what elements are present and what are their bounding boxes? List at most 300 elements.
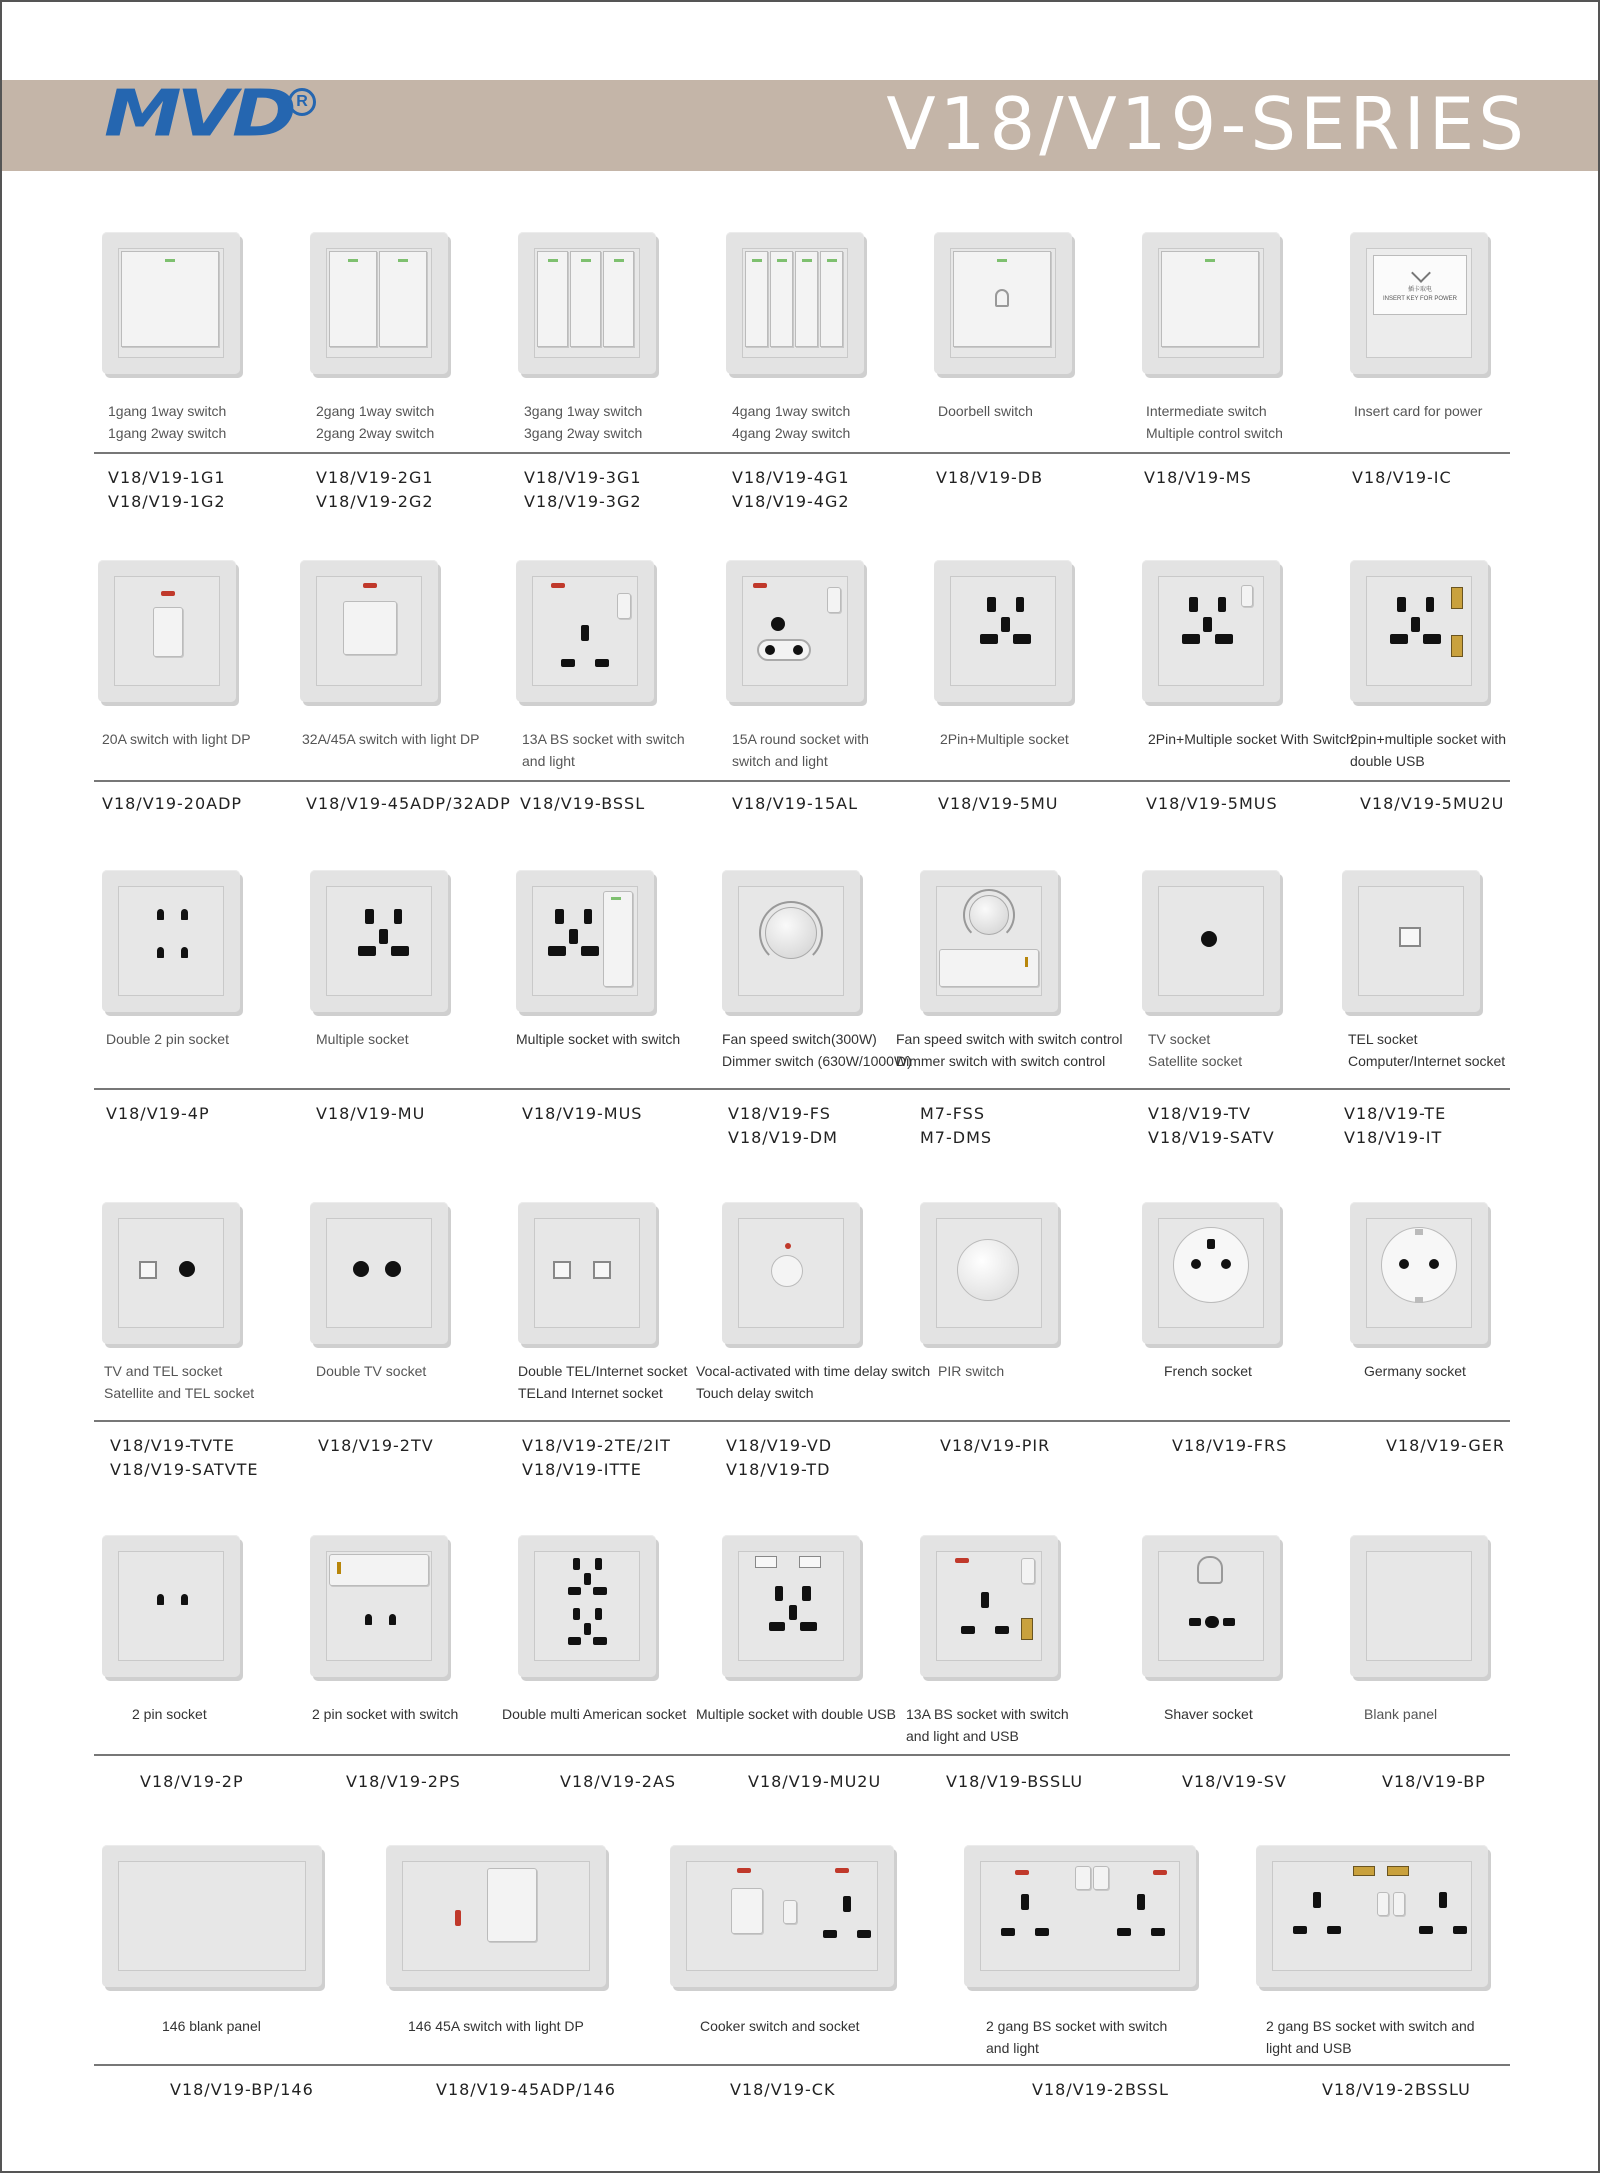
product-model <box>730 2078 835 2102</box>
pin-hole <box>1423 634 1441 644</box>
brand-logo: MVD <box>104 77 292 151</box>
description-line: and light <box>522 753 575 769</box>
description-line: Double TEL/Internet socket <box>518 1363 688 1379</box>
model-code: V18/V19-PIR <box>940 1436 1051 1455</box>
description-line: 2 pin socket with switch <box>312 1706 459 1722</box>
product-model <box>1144 466 1252 490</box>
product-description <box>1348 1028 1505 1072</box>
model-code: V18/V19-2PS <box>346 1772 461 1791</box>
rocker-button <box>820 251 843 347</box>
indicator-light <box>398 259 408 262</box>
description-line: 2gang 2way switch <box>316 425 435 441</box>
double-tel-socket-icon <box>534 1218 640 1328</box>
product-image <box>386 1845 606 1987</box>
product-model <box>110 1434 259 1482</box>
product-image <box>722 1202 860 1344</box>
product-image <box>920 1535 1058 1677</box>
description-line: TEL socket <box>1348 1031 1418 1047</box>
pin-hole <box>1426 597 1435 612</box>
rocker-button <box>537 251 568 347</box>
live-pin-hole <box>823 1930 837 1938</box>
indicator-light <box>997 259 1007 262</box>
usb-port <box>1387 1866 1409 1876</box>
model-code: V18/V19-IT <box>1344 1128 1443 1147</box>
description-line: Fan speed switch with switch control <box>896 1031 1123 1047</box>
product-image <box>518 232 656 374</box>
rocker-button <box>770 251 793 347</box>
neutral-pin-hole <box>1035 1928 1049 1936</box>
product-image <box>516 560 654 702</box>
description-line: 1gang 1way switch <box>108 403 227 419</box>
product-model <box>1148 1102 1275 1150</box>
pin-hole <box>568 1637 582 1645</box>
doorbell-switch-icon <box>950 248 1056 358</box>
card-slot <box>1373 255 1467 315</box>
indicator-light <box>548 259 558 262</box>
tel-socket-icon <box>1358 886 1464 996</box>
pin-hole <box>568 1587 582 1595</box>
rocker-button <box>570 251 601 347</box>
pin-hole <box>593 1637 607 1645</box>
pin-hole <box>569 929 578 944</box>
product-model <box>1172 1434 1287 1458</box>
pin-hole <box>365 1614 372 1625</box>
model-code: V18/V19-4G1 <box>732 468 850 487</box>
model-code: V18/V19-SATVTE <box>110 1460 259 1479</box>
product-model <box>522 1102 642 1126</box>
2gang-bs-socket-icon <box>980 1861 1180 1971</box>
product-image <box>518 1535 656 1677</box>
tel-port <box>1399 927 1421 947</box>
description-line: 20A switch with light DP <box>102 731 251 747</box>
model-code: V18/V19-DM <box>728 1128 838 1147</box>
product-description <box>896 1028 1122 1072</box>
product-model <box>936 466 1043 490</box>
product-model <box>108 466 226 514</box>
model-code: V18/V19-DB <box>936 468 1044 487</box>
small-switch <box>731 1888 763 1934</box>
product-image <box>1142 560 1280 702</box>
pin-hole <box>573 1608 580 1620</box>
tv-port <box>353 1261 369 1277</box>
model-code: V18/V19-MU2U <box>748 1772 882 1791</box>
product-model <box>1382 1770 1486 1794</box>
product-image <box>310 870 448 1012</box>
product-description <box>696 1703 896 1725</box>
45a-switch-icon <box>316 576 422 686</box>
pin-hole <box>1191 1259 1201 1269</box>
earth-pin-hole <box>843 1896 851 1912</box>
model-code: V18/V19-SV <box>1182 1772 1287 1791</box>
earth-pin-hole <box>581 625 589 641</box>
indicator-light <box>455 1910 461 1926</box>
pin-hole <box>1399 1259 1409 1269</box>
product-description <box>1354 400 1482 422</box>
tv-port <box>1201 931 1217 947</box>
model-code: V18/V19-2AS <box>560 1772 677 1791</box>
product-image <box>726 232 864 374</box>
description-line: Multiple socket with double USB <box>696 1706 896 1722</box>
pin-hole <box>769 1622 786 1631</box>
product-model <box>346 1770 461 1794</box>
product-model <box>946 1770 1083 1794</box>
usb-port <box>1353 1866 1375 1876</box>
model-code: V18/V19-MU <box>316 1104 426 1123</box>
product-description <box>502 1703 686 1725</box>
description-line: 13A BS socket with switch <box>906 1706 1069 1722</box>
product-model <box>1322 2078 1471 2102</box>
description-line: 15A round socket with <box>732 731 869 747</box>
pin-hole <box>800 1622 817 1631</box>
description-line: switch and light <box>732 753 828 769</box>
product-model <box>560 1770 676 1794</box>
product-image <box>722 870 860 1012</box>
series-title: V18/V19-SERIES <box>886 82 1528 166</box>
three-gang-switch-icon <box>534 248 640 358</box>
earth-pin-hole <box>1021 1894 1029 1910</box>
multi-socket-switch-icon <box>1158 576 1264 686</box>
pin-hole <box>157 1594 164 1605</box>
description-line: Fan speed switch(300W) <box>722 1031 877 1047</box>
product-model <box>1386 1434 1505 1458</box>
description-line: Satellite socket <box>1148 1053 1243 1069</box>
earth-pin-hole <box>1137 1894 1145 1910</box>
dial-scale <box>759 901 823 965</box>
usb-port <box>755 1556 777 1568</box>
description-line: TV socket <box>1148 1031 1211 1047</box>
product-description <box>1164 1703 1253 1725</box>
description-line: 3gang 2way switch <box>524 425 643 441</box>
product-image <box>964 1845 1196 1987</box>
earth-pin <box>1207 1239 1215 1249</box>
pin-hole <box>379 929 388 944</box>
model-code: V18/V19-1G2 <box>108 492 226 511</box>
model-code: V18/V19-BP <box>1382 1772 1486 1791</box>
indicator-light <box>752 259 762 262</box>
indicator-light <box>827 259 837 262</box>
model-code: V18/V19-TV <box>1148 1104 1252 1123</box>
multiple-socket-usb-icon <box>738 1551 844 1661</box>
model-code: V18/V19-VD <box>726 1436 833 1455</box>
model-code: V18/V19-MUS <box>522 1104 643 1123</box>
product-description <box>940 728 1069 750</box>
small-switch <box>1393 1892 1405 1916</box>
model-code: V18/V19-3G2 <box>524 492 642 511</box>
model-code: V18/V19-2TV <box>318 1436 434 1455</box>
pin-hole <box>548 946 566 956</box>
product-model <box>732 792 858 816</box>
product-description <box>1364 1360 1466 1382</box>
description-line: double USB <box>1350 753 1425 769</box>
pin-hole <box>157 947 164 958</box>
pin-hole <box>1221 1259 1231 1269</box>
tv-tel-socket-icon <box>118 1218 224 1328</box>
product-model <box>920 1102 992 1150</box>
model-code: V18/V19-4G2 <box>732 492 850 511</box>
description-line: Multiple control switch <box>1146 425 1283 441</box>
product-image <box>102 1535 240 1677</box>
fan-dimmer-icon <box>738 886 844 996</box>
earth-pin-hole <box>1313 1892 1321 1908</box>
bs-socket-usb-icon <box>936 1551 1042 1661</box>
rocker-button <box>379 251 427 347</box>
row-divider <box>94 1088 1510 1090</box>
small-switch <box>783 1900 797 1924</box>
model-code: V18/V19-CK <box>730 2080 836 2099</box>
product-description <box>1164 1360 1252 1382</box>
indicator-light <box>161 591 175 596</box>
model-code: V18/V19-45ADP/146 <box>436 2080 616 2099</box>
product-description <box>102 728 251 750</box>
shaver-socket-icon <box>1158 1551 1264 1661</box>
description-line: Germany socket <box>1364 1363 1466 1379</box>
tel-port <box>593 1261 611 1279</box>
description-line: Touch delay switch <box>696 1385 814 1401</box>
live-pin-hole <box>1117 1928 1131 1936</box>
small-switch <box>1021 1558 1035 1584</box>
pin-hole <box>573 1558 580 1570</box>
row-divider <box>94 2064 1510 2066</box>
product-model <box>1146 792 1278 816</box>
product-description <box>722 1028 912 1072</box>
product-description <box>108 400 226 444</box>
description-line: Dimmer switch with switch control <box>896 1053 1106 1069</box>
product-image <box>670 1845 894 1987</box>
description-line: 2 pin socket <box>132 1706 207 1722</box>
description-line: Dimmer switch (630W/1000W) <box>722 1053 912 1069</box>
card-switch-icon <box>1366 248 1472 358</box>
product-model <box>1344 1102 1446 1150</box>
small-switch <box>153 607 183 657</box>
146-blank-panel-icon <box>118 1861 306 1971</box>
20a-switch-icon <box>114 576 220 686</box>
description-line: Vocal-activated with time delay switch <box>696 1363 931 1379</box>
model-code: V18/V19-4P <box>106 1104 210 1123</box>
product-image <box>102 870 240 1012</box>
indicator-light <box>1025 957 1028 967</box>
indicator-light <box>337 1562 341 1574</box>
small-switch <box>329 1554 429 1586</box>
model-code: V18/V19-45ADP/32ADP <box>306 794 511 813</box>
product-model <box>1032 2078 1169 2102</box>
neutral-pin-hole <box>857 1930 871 1938</box>
product-description <box>302 728 479 750</box>
pin-hole <box>1203 617 1212 632</box>
multiple-socket-icon <box>326 886 432 996</box>
model-code: M7-DMS <box>920 1128 993 1147</box>
product-image <box>102 1202 240 1344</box>
neutral-pin-hole <box>1151 1928 1165 1936</box>
product-description <box>518 1360 687 1404</box>
product-image <box>518 1202 656 1344</box>
product-image <box>934 232 1072 374</box>
pin-hole <box>1001 617 1010 632</box>
pir-switch-icon <box>936 1218 1042 1328</box>
model-code: V18/V19-2G1 <box>316 468 434 487</box>
model-code: V18/V19-1G1 <box>108 468 226 487</box>
pin-hole <box>1429 1259 1439 1269</box>
product-description <box>1146 400 1283 444</box>
model-code: V18/V19-15AL <box>732 794 858 813</box>
product-description <box>696 1360 930 1404</box>
product-description <box>938 1360 1004 1382</box>
rocker-button <box>121 251 219 347</box>
row-divider <box>94 780 1510 782</box>
multi-socket-usb-icon <box>1366 576 1472 686</box>
earth-pin-hole <box>981 1592 989 1608</box>
product-image <box>1350 560 1488 702</box>
indicator-light <box>785 1243 791 1249</box>
description-line: Doorbell switch <box>938 403 1033 419</box>
description-line: TV and TEL socket <box>104 1363 223 1379</box>
rocker-button <box>745 251 768 347</box>
description-line: TELand Internet socket <box>518 1385 663 1401</box>
description-line: Double multi American socket <box>502 1706 687 1722</box>
description-line: Multiple socket <box>316 1031 409 1047</box>
description-line: 13A BS socket with switch <box>522 731 685 747</box>
indicator-light <box>777 259 787 262</box>
model-code: V18/V19-GER <box>1386 1436 1505 1455</box>
product-model <box>938 792 1058 816</box>
product-model <box>102 792 242 816</box>
description-line: 32A/45A switch with light DP <box>302 731 480 747</box>
product-image <box>1350 1535 1488 1677</box>
model-code: V18/V19-5MU <box>938 794 1059 813</box>
pin-hole <box>584 1573 591 1585</box>
model-code: V18/V19-MS <box>1144 468 1252 487</box>
description-line: Computer/Internet socket <box>1348 1053 1506 1069</box>
live-pin-hole <box>1419 1926 1433 1934</box>
product-description <box>522 728 685 772</box>
product-description <box>408 2015 584 2037</box>
product-model <box>106 1102 210 1126</box>
pin-hole <box>987 597 996 612</box>
small-switch <box>1093 1866 1109 1890</box>
indicator-light <box>1015 1870 1029 1875</box>
product-model <box>318 1434 434 1458</box>
product-description <box>106 1028 229 1050</box>
usb-port <box>799 1556 821 1568</box>
card-cn-label: 插卡取电 <box>1407 287 1432 293</box>
product-image <box>1142 232 1280 374</box>
product-image <box>920 870 1058 1012</box>
usb-port <box>1021 1618 1033 1640</box>
product-model <box>728 1102 838 1150</box>
product-description <box>1350 728 1506 772</box>
indicator-light <box>753 583 767 588</box>
row-divider <box>94 1754 1510 1756</box>
bs-socket-switch-icon <box>532 576 638 686</box>
row-divider <box>94 1420 1510 1422</box>
product-image <box>1142 1535 1280 1677</box>
rocker-button <box>795 251 818 347</box>
product-image <box>102 1845 322 1987</box>
pin-hole <box>595 1558 602 1570</box>
product-image <box>1256 1845 1488 1987</box>
neutral-pin-hole <box>1453 1926 1467 1934</box>
pin-hole <box>593 1587 607 1595</box>
product-model <box>316 1102 425 1126</box>
model-code: V18/V19-5MUS <box>1146 794 1278 813</box>
model-code: V18/V19-5MU2U <box>1360 794 1505 813</box>
product-image <box>722 1535 860 1677</box>
product-image <box>300 560 438 702</box>
registered-mark: R <box>288 88 316 116</box>
neutral-pin-hole <box>995 1626 1009 1634</box>
2pin-socket-switch-icon <box>326 1551 432 1661</box>
indicator-light <box>551 583 565 588</box>
pin-hole <box>1215 634 1233 644</box>
product-model <box>1352 466 1452 490</box>
description-line: French socket <box>1164 1363 1252 1379</box>
model-code: V18/V19-SATV <box>1148 1128 1275 1147</box>
model-code: V18/V19-BSSL <box>520 794 646 813</box>
product-image <box>1350 1202 1488 1344</box>
product-image <box>1350 232 1488 374</box>
pin-hole <box>1223 1618 1235 1626</box>
pin-hole <box>595 1608 602 1620</box>
double-2pin-socket-icon <box>118 886 224 996</box>
product-description <box>316 1360 426 1382</box>
description-line: 2 gang BS socket with switch <box>986 2018 1168 2034</box>
product-description <box>732 728 869 772</box>
indicator-light <box>614 259 624 262</box>
pin-hole <box>391 946 409 956</box>
product-model <box>524 466 642 514</box>
pin-hole <box>765 645 775 655</box>
product-description <box>162 2015 261 2037</box>
card-en-label: INSERT KEY FOR POWER <box>1382 296 1457 302</box>
product-model <box>732 466 850 514</box>
sensor <box>771 1255 803 1287</box>
product-image <box>726 560 864 702</box>
model-code: V18/V19-IC <box>1352 468 1452 487</box>
indicator-light <box>802 259 812 262</box>
product-image <box>516 870 654 1012</box>
description-line: 4gang 1way switch <box>732 403 851 419</box>
model-code: V18/V19-FRS <box>1172 1436 1288 1455</box>
down-arrow-icon <box>1411 263 1431 283</box>
model-code: V18/V19-BP/146 <box>170 2080 314 2099</box>
dial-scale <box>963 889 1015 941</box>
socket-well <box>1381 1227 1457 1303</box>
pin-hole <box>980 634 998 644</box>
round-socket-switch-icon <box>742 576 848 686</box>
product-model <box>748 1770 881 1794</box>
description-line: 4gang 2way switch <box>732 425 851 441</box>
pin-hole <box>1397 597 1406 612</box>
pin-hole <box>1205 1616 1219 1628</box>
model-code: V18/V19-20ADP <box>102 794 243 813</box>
product-model <box>316 466 434 514</box>
product-model <box>1182 1770 1287 1794</box>
blank-panel-icon <box>1366 1551 1472 1661</box>
pir-lens <box>957 1239 1019 1301</box>
description-line: Double 2 pin socket <box>106 1031 229 1047</box>
cooker-switch-icon <box>686 1861 878 1971</box>
product-description <box>316 400 434 444</box>
small-switch <box>603 891 633 987</box>
description-line: Multiple socket with switch <box>516 1031 681 1047</box>
indicator-light <box>581 259 591 262</box>
product-image <box>310 1202 448 1344</box>
description-line: Satellite and TEL socket <box>104 1385 255 1401</box>
description-line: 146 45A switch with light DP <box>408 2018 584 2034</box>
bell-glyph <box>995 289 1009 307</box>
indicator-light <box>165 259 175 262</box>
rocker-button <box>329 251 377 347</box>
vocal-switch-icon <box>738 1218 844 1328</box>
